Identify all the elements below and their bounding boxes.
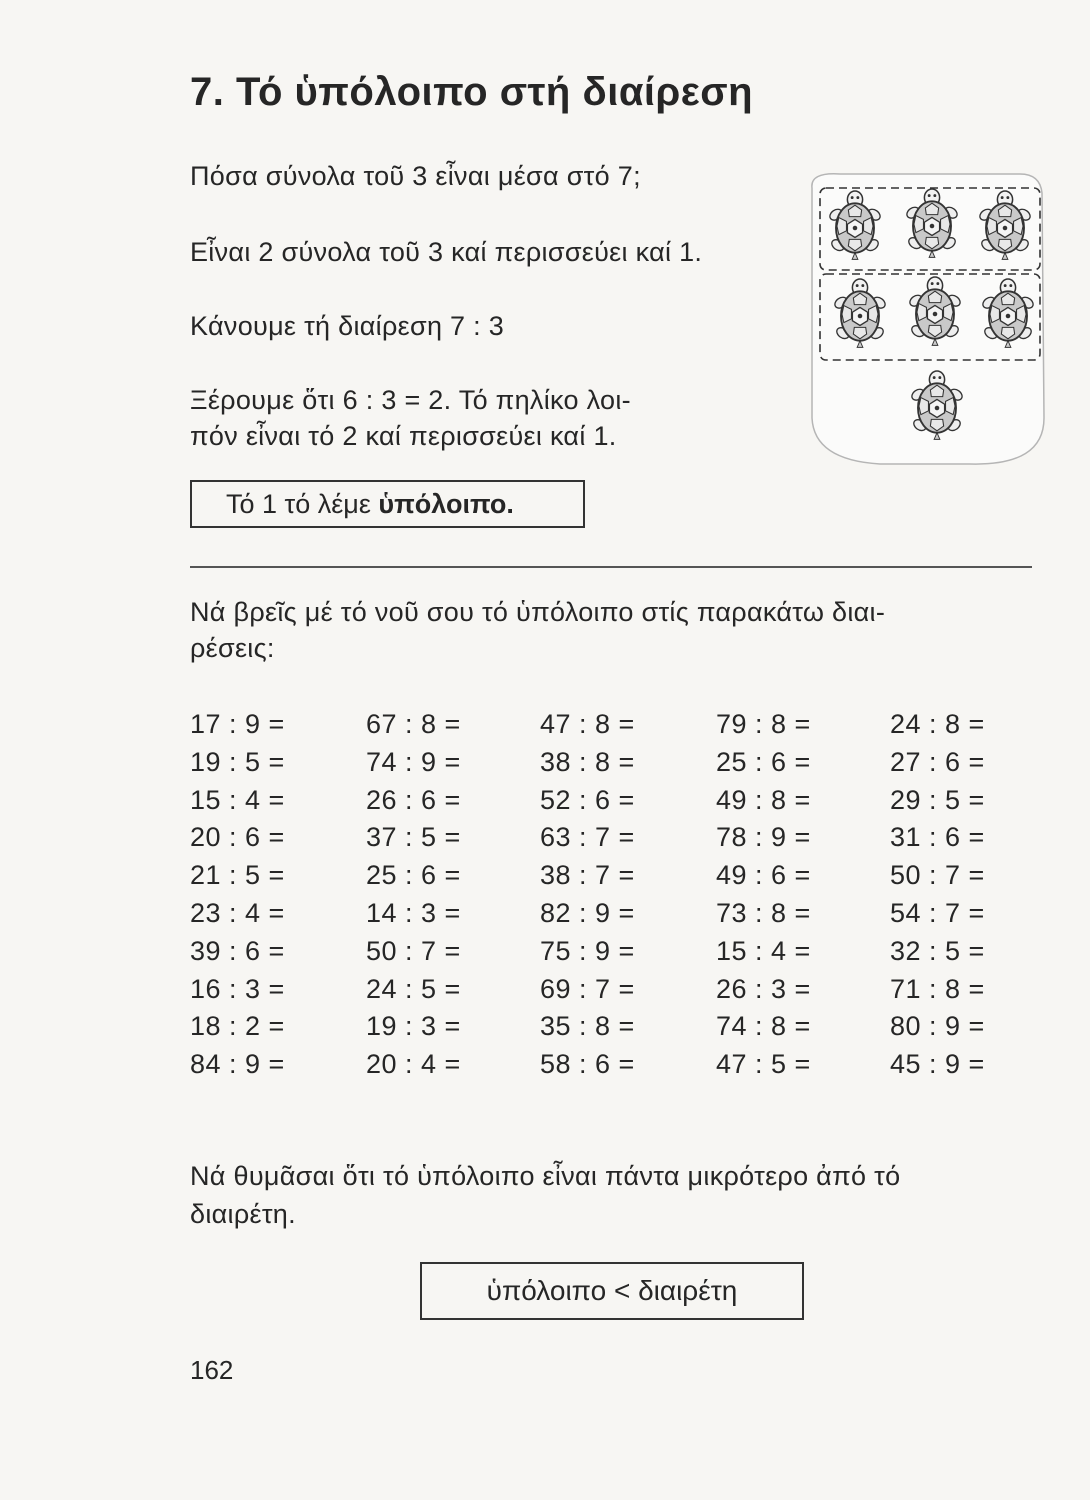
division-exercise: 69 : 7 = [540, 973, 635, 1004]
division-exercise: 84 : 9 = [190, 1049, 285, 1080]
reminder-line2: διαιρέτη. [190, 1199, 296, 1229]
division-exercise: 20 : 6 = [190, 822, 285, 853]
division-exercise: 21 : 5 = [190, 860, 285, 891]
answer-sets: Εἶναι 2 σύνολα τοῦ 3 καί περισσεύει καί 1. [190, 237, 703, 267]
division-exercise: 32 : 5 = [890, 935, 985, 966]
division-exercise: 19 : 5 = [190, 746, 285, 777]
division-exercise: 16 : 3 = [190, 973, 285, 1004]
division-exercise: 73 : 8 = [716, 897, 811, 928]
division-exercise: 54 : 7 = [890, 897, 985, 928]
division-exercise: 67 : 8 = [366, 709, 461, 739]
division-statement: Κάνουμε τή διαίρεση 7 : 3 [190, 311, 505, 341]
division-exercise: 37 : 5 = [366, 822, 461, 853]
division-exercise: 24 : 5 = [366, 973, 461, 1004]
reminder-line1: Νά θυμᾶσαι ὅτι τό ὑπόλοιπο εἶναι πάντα μικρότερο ἀπό τό [190, 1161, 901, 1191]
division-exercise: 38 : 8 = [540, 746, 635, 777]
division-exercise: 78 : 9 = [716, 822, 811, 853]
definition-box [190, 480, 585, 528]
division-exercise: 58 : 6 = [540, 1049, 635, 1080]
exercise-instruction-line1: Νά βρεῖς μέ τό νοῦ σου τό ὑπόλοιπο στίς παρακάτω διαι- [190, 597, 886, 627]
division-exercise: 80 : 9 = [890, 1011, 985, 1042]
division-exercise: 15 : 4 = [716, 935, 811, 966]
division-exercise: 17 : 9 = [190, 709, 285, 739]
division-exercise: 38 : 7 = [540, 860, 635, 891]
division-exercise: 47 : 8 = [540, 709, 635, 739]
division-exercise: 23 : 4 = [190, 897, 285, 928]
division-exercise: 29 : 5 = [890, 784, 985, 815]
division-exercise: 31 : 6 = [890, 822, 985, 853]
division-exercise: 45 : 9 = [890, 1049, 985, 1080]
quotient-explanation-line2: πόν εἶναι τό 2 καί περισσεύει καί 1. [190, 421, 617, 451]
division-exercise: 26 : 3 = [716, 973, 811, 1004]
question-sets: Πόσα σύνολα τοῦ 3 εἶναι μέσα στό 7; [190, 161, 641, 191]
division-exercise: 20 : 4 = [366, 1049, 461, 1080]
division-exercise: 71 : 8 = [890, 973, 985, 1004]
division-exercise-grid [190, 706, 1050, 1084]
division-exercise: 52 : 6 = [540, 784, 635, 815]
division-exercise: 79 : 8 = [716, 709, 811, 739]
division-exercise: 47 : 5 = [716, 1049, 811, 1080]
division-exercise: 63 : 7 = [540, 822, 635, 853]
division-exercise: 74 : 9 = [366, 746, 461, 777]
division-exercise: 49 : 6 = [716, 860, 811, 891]
division-exercise: 19 : 3 = [366, 1011, 461, 1042]
division-exercise: 35 : 8 = [540, 1011, 635, 1042]
division-exercise: 50 : 7 = [890, 860, 985, 891]
division-exercise: 82 : 9 = [540, 897, 635, 928]
page-title: 7. Τό ὑπόλοιπο στή διαίρεση [190, 70, 754, 114]
division-exercise: 75 : 9 = [540, 935, 635, 966]
turtles-icon [800, 168, 1050, 468]
definition-term: ὑπόλοιπο. [378, 489, 514, 519]
division-exercise: 74 : 8 = [716, 1011, 811, 1042]
division-exercise: 24 : 8 = [890, 709, 985, 739]
section-divider [190, 566, 1032, 568]
page-number: 162 [190, 1355, 234, 1385]
division-exercise: 27 : 6 = [890, 746, 985, 777]
division-exercise: 18 : 2 = [190, 1011, 285, 1042]
division-exercise: 26 : 6 = [366, 784, 461, 815]
quotient-explanation-line1: Ξέρουμε ὅτι 6 : 3 = 2. Τό πηλίκο λοι- [190, 385, 631, 415]
exercise-instruction-line2: ρέσεις: [190, 633, 275, 663]
division-exercise: 15 : 4 = [190, 784, 285, 815]
division-exercise: 25 : 6 = [716, 746, 811, 777]
rule-box: ὑπόλοιπο < διαιρέτη [420, 1262, 804, 1320]
division-exercise: 14 : 3 = [366, 897, 461, 928]
division-exercise: 50 : 7 = [366, 935, 461, 966]
division-exercise: 25 : 6 = [366, 860, 461, 891]
division-exercise: 39 : 6 = [190, 935, 285, 966]
division-exercise: 49 : 8 = [716, 784, 811, 815]
definition-prefix: Τό 1 τό λέμε [226, 489, 379, 519]
